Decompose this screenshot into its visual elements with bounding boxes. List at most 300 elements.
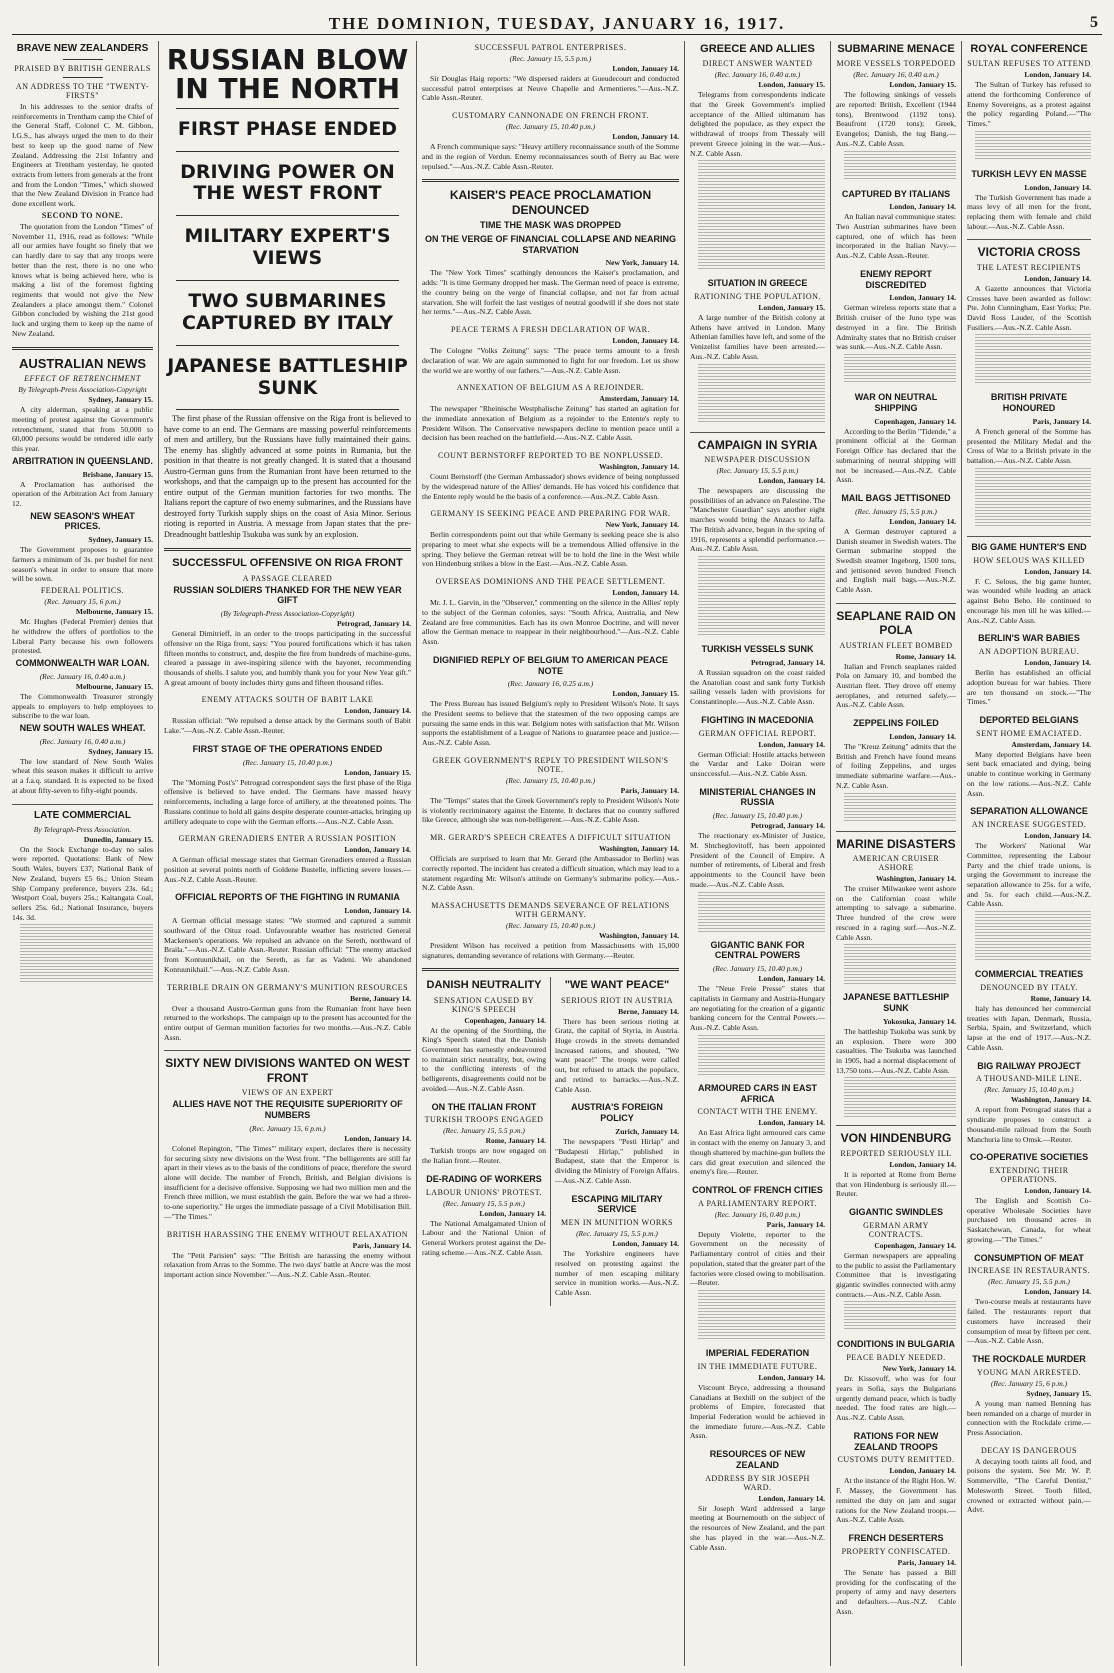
headline: CAPTURED BY ITALIANS [841,188,951,199]
article-body: There has been serious rioting at Gratz, the capital of Styria, in Austria. Huge crowds in the streets demanded increased rations, and shouted, "We want peace!" The troops were called out, but refused to attack the populace, and retired to barracks.—Aus.-N.Z. Cable Assn. [555,1016,679,1094]
subheading: RUSSIAN SOLDIERS THANKED FOR THE NEW YEAR GIFT [173,584,402,606]
wire-source: By Telegraph-Press Association-Copyright [18,385,147,395]
article-body: The Sultan of Turkey has refused to attend the forthcoming Conference of Enemy Sovereigns, as a protest against the policy regarding Poland.—"The Times." [967,80,1091,129]
article-meat-consumption [967,1253,1091,1346]
wire-source: By Telegraph-Press Association. [33,824,132,834]
article-body: A young man named Benning has been remanded on a charge of murder in connection with the Rockdale crime.—Press Association. [967,1398,1091,1437]
article-body: Mr. Hughes (Federal Premier) denies that he withdrew the offers of portfolios to the Liberal Party because his own followers protested. [12,617,153,656]
article-body: The Yorkshire engineers have resolved on protesting against the number of men escaping military service in munition works.—Aus.-N.Z. Cable Assn. [555,1249,679,1297]
columns [12,41,1102,1666]
article-body: Over a thousand Austro-German guns from the Rumanian front have been returned to the workshops. The campaign up to the present has accounted for the entire output of German munition factories for two months.—Aus.-N.Z. Cable Assn. [164,1003,411,1042]
headline: ANNEXATION OF BELGIUM AS A REJOINDER. [456,383,645,393]
dateline: London, January 14. [1024,566,1091,576]
subheading: EXTENDING THEIR OPERATIONS. [989,1166,1069,1185]
dateline: London, January 14. [344,906,411,916]
received: (Rec. January 15, 5.5 p.m.) [716,466,799,475]
dateline: London, January 14. [1024,273,1091,283]
dateline: Sydney, January 15. [88,535,153,545]
headline: TURKISH LEVY EN MASSE [971,168,1087,179]
article-campaign-syria [690,438,825,636]
article-rockdale-murder [967,1354,1091,1438]
headline: GERMAN GRENADIERS ENTER A RUSSIAN POSITION [178,834,397,844]
article-zeppelins [836,718,956,822]
article-gerard [422,833,679,893]
article-escaping-service [555,1194,679,1298]
dateline: Melbourne, January 15. [75,681,153,691]
item-headline: NEW SOUTH WALES WHEAT. [19,722,146,733]
received: (Rec. January 15, 10.40 p.m.) [505,122,596,132]
dateline: Sydney, January 15. [88,746,153,756]
dateline: London, January 15. [612,689,679,699]
article-body: The newspapers "Pesti Hirlap" and "Budapesti Hirlap," published in Budapest, state that the Emperor is dividing the Ministry of Foreign Affairs.—Aus.-N.Z. Cable Assn. [555,1136,679,1185]
received: (Rec. January 15, 5.5 p.m.) [509,54,592,63]
dateline: Paris, January 14. [1032,417,1091,427]
article-body: The Workers' National War Committee, representing the Labour Party and the chief trade unions, is urging the Government to increase the separation allowance to 25s. for a wife, and 5s. for each child.—Aus.-N.Z. Cable Assn. [967,841,1091,909]
article-body: Italy has denounced her commercial treaties with Japan, Denmark, Russia, Serbia, Spain, and Switzerland, which lapse at the end of 1917.—Aus.-N.Z. Cable Assn. [967,1003,1091,1052]
article-body: The Cologne "Volks Zeitung" says: "The peace terms amount to a fresh declaration of war. We are again summoned to fight for our freedom. Let us show the world we are worthy of our fathers."—Aus.-N.Z. Cable Assn. [422,346,679,375]
dateline: Berne, January 14. [350,993,411,1003]
article-seeking-peace [422,509,679,569]
article-we-want-peace [555,979,679,1094]
subheading: ADDRESS BY SIR JOSEPH WARD. [705,1473,810,1492]
article-body: The "Neue Freie Presse" states that capitalists in Germany and Austria-Hungary are negotiating for the creation of a gigantic banking concern for the Central Powers.—Aus.-N.Z. Cable Assn. [690,984,825,1033]
subheading: GERMAN ARMY CONTRACTS. [863,1220,929,1239]
article-body: Deputy Violette, reporter to the Government on the necessity of Parliamentary control of cities and their population, stated that the greater part of the factories were closed owing to mobilisation.—Reuter. [690,1229,825,1288]
headline: FIRST STAGE OF THE OPERATIONS ENDED [192,743,383,754]
headline: THE ROCKDALE MURDER [972,1354,1086,1365]
column-4 [684,41,830,1666]
headline: CONSUMPTION OF MEAT [974,1252,1084,1263]
dateline: Rome, January 14. [485,1136,546,1146]
article-turkish-levy [967,169,1091,232]
subheading: RATIONING THE POPULATION. [694,292,821,302]
headline: WAR ON NEUTRAL SHIPPING [854,392,938,413]
dateline: Washington, January 14. [598,462,679,472]
subheading: AN INCREASE SUGGESTED. [971,820,1087,830]
article-austria-policy [555,1102,679,1185]
article-gigantic-bank [690,940,825,1075]
article-babit-lake [164,695,411,735]
headline: "WE WANT PEACE" [564,979,670,992]
main-headline: RUSSIAN BLOW IN THE NORTH [166,43,409,106]
headline: LATE COMMERCIAL [33,809,132,821]
subheading: VIEWS OF AN EXPERT [241,1088,334,1098]
dateline: New York, January 14. [605,258,679,268]
article-body: At the instance of the Right Hon. W. F. Massey, the Government has remitted the duty on jam and sugar rations for the New Zealand troops.—Aus.-N.Z. Cable Assn. [836,1476,956,1525]
article-german-grenadiers [164,834,411,884]
article-commercial-treaties [967,969,1091,1052]
article-munition-drain [164,983,411,1043]
headline: DEPORTED BELGIANS [979,714,1079,725]
received: (Rec. January 16, 0.40 a.m.) [39,671,126,681]
dateline: Washington, January 14. [598,930,679,940]
headline: RATIONS FOR NEW ZEALAND TROOPS [853,1430,939,1452]
dateline: Dunedin, January 15. [83,834,153,844]
article-derating [422,1174,546,1258]
article-cooperative [967,1152,1091,1244]
article-bernstorff [422,451,679,501]
article-railway-project [967,1061,1091,1145]
subheading: PROPERTY CONFISCATED. [841,1546,951,1556]
headline: GIGANTIC BANK FOR CENTRAL POWERS [710,939,805,961]
article-body: The reactionary ex-Minister of Justice, M. Shtcheglovitoff, has been appointed President of the Council of Empire. A number of retirements, of Liberal and fresh appointments to the Council have been made.—Aus.-N.Z. Cable Assn. [690,831,825,889]
article-royal-conference [967,43,1091,161]
article-body: The battleship Tsukuba was sunk by an explosion. There were 300 casualties. The Tsukuba was launched in 1905, had a normal displacement of 13,750 tons.—Aus.-N.Z. Cable Assn. [836,1026,956,1075]
dateline: London, January 15. [758,80,825,90]
article-patrol [422,43,679,103]
article-summary: The first phase of the Russian offensive on the Riga front is believed to have come to an end. The Germans are massing powerful reinforcements of men and artillery, but the Russians have fully maintained their gains. The enemy has slightly advanced at some points in Rumania, but the position in that theatre is not greatly changed. It is stated that a thousand Austro-German guns from the Rumanian front have been returned to the workshops, and that the campaign up to the present has accounted for the entire output of the German munition factories for two months. The Italians report the capture of two enemy submarines, and the Russians have destroyed forty Turkish supply ships on the coast of Asia Minor. Serious rioting is reported in Austria. A message from Japan states that the pre-Dreadnought battleship Tsukuba was sunk by an explosion. [164,414,411,539]
item-headline: FEDERAL POLITICS. [40,586,125,596]
headline: COMMERCIAL TREATIES [974,969,1084,980]
article-body: Officials are surprised to learn that Mr. Gerard (the Ambassador to Berlin) was correctly reported. The incident has created a difficult situation, which may lead to a statement regarding Mr. Wilson's attitude on Germany's submarine policy.—Aus.-N.Z. Cable Assn. [422,854,679,893]
subheading: TIME THE MASK WAS DROPPED [479,220,621,231]
article-war-babies [967,633,1091,707]
received: (Rec. January 15, 10.40 p.m.) [712,811,803,821]
headline: AUSTRIA'S FOREIGN POLICY [571,1102,663,1124]
article-body: F. C. Selous, the big game hunter, was wounded while leading an attack against Beho Beho. He continued to encourage his men till he was killed.—Aus.-N.Z. Cable Assn. [967,576,1091,625]
headline: MAIL BAGS JETTISONED [841,492,951,503]
subheading: ALLIES HAVE NOT THE REQUISITE SUPERIORITY OF NUMBERS [172,1099,403,1121]
article-body: The low standard of New South Wales wheat this season makes it difficult to arrive at a f.a.q. standard. It is expected to be fixed at about fifty-seven to fifty-eight pounds. [12,756,153,795]
article-australian-news [12,356,153,796]
subheading: TURKISH TROOPS ENGAGED [424,1115,544,1125]
subheading: SERIOUS RIOT IN AUSTRIA [560,995,674,1005]
article-belgium-reply [422,655,679,748]
headline: ENEMY ATTACKS SOUTH OF BABIT LAKE [201,695,374,705]
dateline: Copenhagen, January 14. [874,1240,956,1250]
article-body: An Italian naval communique states: Two Austrian submarines have been captured, one of which has been incorporated in the Italian Navy.—Aus.-N.Z. Cable Assn.-Reuter. [836,212,956,261]
dateline: London, January 14. [758,1372,825,1382]
article-body: The "Morning Post's" Petrograd correspondent says the first phase of the Riga offensive is believed to have ended. The Germans have massed heavy reinforcements, including a large force of artillery, at the threatened points. The Russians continue to hold all gains despite desperate counter-attacks, bringing up artillery adequate to cope with the German efforts.—Aus.-N.Z. Cable Assn. [164,777,411,826]
headline: OFFICIAL REPORTS OF THE FIGHTING IN RUMANIA [175,892,400,903]
article-russian-blow [164,45,411,540]
subheading: SULTAN REFUSES TO ATTEND [967,59,1091,69]
article-body: The following sinkings of vessels are reported: British, Excellent (1944 tons), Brentwood (1192 tons). Beaufront (1720 tons); Greek, Evangelos; Danish, the tug Bang.—Aus.-N.Z. Cable Assn. [836,90,956,148]
article-body: President Wilson has received a petition from Massachusetts with 15,000 signatures, demanding severance of relations with Germany.—Reuter. [422,940,679,960]
headline: KAISER'S PEACE PROCLAMATION DENOUNCED [449,188,652,217]
column-1 [12,41,158,1666]
article-armoured-cars [690,1083,825,1177]
article-separation-allowance [967,806,1091,961]
article-body: The Press Bureau has issued Belgium's reply to President Wilson's Note. It says the President seems to believe that the statesmen of the two opposing camps are pursuing the same ends in this war. Belgium notes with satisfaction that Mr. Wilson supports the establishment of a League of Nations to guarantee peace and justice.—Aus.-N.Z. Cable Assn. [422,699,679,748]
article-body: Colonel Repington, "The Times'" military expert, declares there is necessity for securing sixty new divisions on the West front. "The belligerents are still far apart in their views as to the basis of the conditions of peace, therefore the sword alone will decide. The number of French, British, and Belgian divisions is insufficient for a decisive offensive. Supposing we had two million men and the French three million, we must establish the gain. Before the war we had a three-to-one superiority." He urges the immediate passage of a Civil Mobilisation Bill.—"The Times." [164,1143,411,1221]
dateline: Paris, January 14. [352,1240,411,1250]
dateline: Paris, January 14. [766,1219,825,1229]
dateline: Copenhagen, January 14. [464,1015,546,1025]
dateline: Amsterdam, January 14. [599,394,679,404]
headline: SEAPLANE RAID ON POLA [836,608,956,638]
received: (Rec. January 15, 6 p.m.) [44,597,121,607]
dateline: London, January 14. [889,516,956,526]
received: (Rec. January 16, 0.40 p.m.) [714,1209,801,1219]
headline: MR. GERARD'S SPEECH CREATES A DIFFICULT SITUATION [430,833,671,843]
headline: MINISTERIAL CHANGES IN RUSSIA [699,786,816,808]
article-body: Berlin has established an official adoption bureau for war babies. There are ten thousand on stock.—"The Times." [967,668,1091,707]
article-body: A German official message states: "We stormed and captured a summit southward of the Oituz road. Unfavourable weather has restricted General Mackensen's operations. We repulsed an advance on the Sereth, northward of Braila."—Aus.-N.Z. Cable Assn.-Reuter. Russian official: "The enemy attacked from Kontuunikhail, on the Sereth, as far as Vadeni. We abandoned Kontuunikhail."—Aus.-N.Z. Cable Assn. [164,916,411,974]
headline: ON THE ITALIAN FRONT [431,1101,537,1112]
article-body: The Government proposes to guarantee farmers a minimum of 3s. per bushel for next season's wheat in order to ensure that more will be sown. [12,545,153,584]
subheading: PEACE BADLY NEEDED. [846,1353,946,1363]
headline: ENEMY REPORT DISCREDITED [860,268,932,290]
dateline: London, January 14. [1024,658,1091,668]
dateline: London, January 14. [1024,70,1091,80]
article-body: German wireless reports state that a British cruiser of the Juno type was destroyed in a fire. The British Admiralty states that no British cruiser was sunk.—Aus.-N.Z. Cable Assn. [836,303,956,352]
received: (Rec. January 15, 6 p.m.) [990,1378,1068,1388]
deck-military-expert: MILITARY EXPERT'S VIEWS [184,225,391,270]
dateline: London, January 14. [612,64,679,73]
deck-two-submarines: TWO SUBMARINES CAPTURED BY ITALY [182,290,393,334]
dateline: Amsterdam, January 14. [1011,739,1091,749]
subheading: GERMAN OFFICIAL REPORT. [698,728,817,738]
received: (Rec. January 15, 6 p.m.) [249,1123,326,1133]
subheading: MEN IN MUNITION WORKS [561,1218,673,1228]
subheading: SENT HOME EMACIATED. [976,728,1082,738]
headline: PEACE TERMS A FRESH DECLARATION OF WAR. [450,325,650,335]
article-body: Telegrams from correspondents indicate that the Greek Government's implied acceptance of the Allied ultimatum has delighted the populace, as they expect the withdrawal of troops from Thessaly will prevent Greece joining in the war.—Aus.-N.Z. Cable Assn. [690,90,825,158]
article-body: Count Bernstorff (the German Ambassador) shows evidence of being nonplussed by the widespread nature of the Allies' demands. He has voiced his confidence that the Entente reply would be the basis of a conference.—Aus.-N.Z. Cable Assn. [422,472,679,501]
headline: BERLIN'S WAR BABIES [978,633,1080,644]
dateline: London, January 14. [758,1493,825,1503]
headline: FRENCH DESERTERS [848,1532,944,1543]
subheading: A PASSAGE CLEARED [242,573,333,583]
subheading: MORE VESSELS TORPEDOED [836,59,956,69]
subheading: INCREASE IN RESTAURANTS. [967,1266,1091,1276]
article-macedonia [690,715,825,779]
received: (Rec. January 15, 10.40 p.m.) [505,775,596,785]
headline: SUBMARINE MENACE [837,43,955,55]
dateline: Copenhagen, January 14. [874,416,956,426]
dateline: London, January 14. [344,845,411,855]
article-body: The "Kreuz Zeitung" admits that the British and French have found means of foiling Zeppelins, and urges immediate submarine warfare.—Aus.-N.Z. Cable Assn. [836,741,956,790]
article-cannonade [422,111,679,171]
headline: TERRIBLE DRAIN ON GERMANY'S MUNITION RESOURCES [166,982,409,992]
article-kaiser-peace [422,188,679,317]
dateline: London, January 14. [1024,1287,1091,1297]
headline: RESOURCES OF NEW ZEALAND [709,1449,806,1470]
wire-source: (By Telegraph-Press Association-Copyright) [220,609,355,619]
masthead [12,8,1102,35]
headline: ROYAL CONFERENCE [970,43,1088,55]
received: (Rec. January 15, 10.40 p.m.) [505,920,596,930]
headline: DANISH NEUTRALITY [426,979,542,992]
dateline: London, January 14. [889,731,956,741]
article-body: The newspapers are discussing the possibilities of an advance on Palestine. The "Manchester Guardian" says another eight marches would bring the Anzacs to Jaffa. The British advance, begun in the spring of 1916, represents a splendid performance.—Aus.-N.Z. Cable Assn. [690,486,825,554]
article-body: The "Temps" states that the Greek Government's reply to President Wilson's Note is violently recriminatory against the Entente. It declares that no country suffered like Greece, although she was non-belligerent.—Aus.-N.Z. Cable Assn. [422,795,679,825]
headline: AUSTRALIAN NEWS [18,355,147,371]
article-peace-terms [422,325,679,375]
received: (Rec. January 15, 5.5 p.m.) [443,1198,525,1208]
headline: GREECE AND ALLIES [700,43,815,55]
headline: FIGHTING IN MACEDONIA [701,714,814,725]
headline: BIG GAME HUNTER'S END [971,541,1087,552]
received: (Rec. January 15, 5.5 p.m.) [576,1229,658,1239]
headline: SUCCESSFUL PATROL ENTERPRISES. [474,43,627,52]
article-french-cities [690,1185,825,1340]
dateline: Yokosuka, January 14. [883,1016,956,1026]
dateline: Brisbane, January 15. [82,469,153,479]
headline: BRITISH PRIVATE HONOURED [990,392,1068,414]
received: (Rec. January 16, 0.25 a.m.) [507,679,594,689]
subheading: LABOUR UNIONS' PROTEST. [425,1187,543,1197]
headline: GERMANY IS SEEKING PEACE AND PREPARING FOR WAR. [430,509,671,519]
headline: CUSTOMARY CANNONADE ON FRENCH FRONT. [452,111,649,121]
article-sixty-divisions [164,1056,411,1221]
column-2 [158,41,416,1666]
article-british-private [967,392,1091,527]
headline: VON HINDENBURG [840,1131,952,1146]
dateline: Melbourne, January 15. [75,607,153,617]
article-body: Sir Douglas Haig reports: "We dispersed raiders at Gueudecourt and conducted successful patrol enterprises at Neuve Chapelle and Armentieres."—Aus.-N.Z. Cable Assn.-Reuter. [422,74,679,103]
dateline: New York, January 14. [605,520,679,530]
dateline: London, January 14. [889,202,956,212]
article-body: On the Stock Exchange to-day no sales were reported. Quotations: Bank of New South Wales, buyers £37; National Bank of New Zealand, buyers £5 6s.; Union Steam Ship Company preference, buyers 23s. 6d.; Westport Coal, buyers 25s.; Kaitangata Coal, sellers 25s. 6d.; National Insurance, buyers 14s. 3d. [12,844,153,922]
article-body: A German official message states that German Grenadiers entered a Russian position at several points north of Goldene Bustelle, inflicting severe losses.—Aus.-N.Z. Cable Assn.-Reuter. [164,855,411,884]
dateline: London, January 14. [612,336,679,346]
masthead-title: THE DOMINION, TUESDAY, JANUARY 16, 1917. [328,14,786,33]
article-body: The National Amalgamated Union of Labour and the National Union of General Workers protest against the De-rating scheme.—Aus.-N.Z. Cable Assn. [422,1218,546,1257]
subheading: EFFECT OF RETRENCHMENT [24,374,141,384]
article-body: A French communique says: "Heavy artillery reconnaissance south of the Somme and in the region of Verdun. Enemy reconnaissances south of Berry au Bac were repulsed."—Aus.-N.Z. Cable Assn.-Reuter. [422,142,679,171]
dateline: London, January 14. [612,1239,679,1249]
bottom-right [551,977,679,1305]
article-deported-belgians [967,715,1091,798]
headline: MASSACHUSETTS DEMANDS SEVERANCE OF RELATIONS WITH GERMANY. [431,900,670,919]
received: (Rec. January 15, 5.5 p.m.) [988,1277,1070,1287]
article-body: The Turkish Government has made a mass levy of all men for the front, replacing them with female and child labour.—Aus.-N.Z. Cable Assn. [967,192,1091,231]
advert-body: A decaying tooth taints all food, and poisons the system. See Mr. W. P. Sommerville, "The Careful Dentist," Molesworth Street. Tooth filled, crowned or extracted without pain.—Advt. [967,1456,1091,1515]
dateline: London, January 14. [889,1159,956,1169]
article-marine-disasters [836,837,956,985]
article-greece-allies [690,43,825,270]
item-headline: NEW SEASON'S WHEAT PRICES. [30,510,135,532]
subheading: AN ADDRESS TO THE "TWENTY-FIRSTS" [15,82,150,100]
article-body: A French general of the Somme has presented the Military Medal and the Cross of War to a British private in the battalion.—Aus.-N.Z. Cable Assn. [967,427,1091,466]
received: (Rec. January 15, 10.40 p.m.) [242,757,333,767]
headline: BRAVE NEW ZEALANDERS [16,43,149,54]
article-body: Many deported Belgians have been sent back emaciated and dying, being unable to continue working in Germany on the low rations.—Aus.-N.Z. Cable Assn. [967,749,1091,798]
article-body: Dr. Kissovoff, who was for four years in Sofia, says the Bulgarians urgently demand peace, which is badly needed. The food rates are high.—Aus.-N.Z. Cable Assn. [836,1374,956,1423]
dateline: London, January 14. [758,1118,825,1128]
article-body: Mr. J. L. Garvin, in the "Observer," commenting on the silence in the Allies' reply to the subject of the German colonies, says: "South Africa, Australia, and New Zealand are free communities. Each has its own Monroe Doctrine, and will never allow the German menace to reappear in their neighbourhood."—Aus.-N.Z. Cable Assn. [422,598,679,647]
article-resources-nz [690,1449,825,1552]
received: (Rec. January 15, 10.40 p.m.) [984,1085,1074,1095]
article-body: The newspaper "Rheinische Westphalische Zeitung" has started an agitation for the immediate annexation of Belgium as a rejoinder to the Entente's reply to President Wilson. The Conservative newspapers decline to mention peace until a decision has been reached on the battlefield.—Aus.-N.Z. Cable Assn. [422,404,679,443]
article-body: A Russian squadron on the coast raided the Anatolian coast and sank forty Turkish sailing vessels laden with provisions for Constantinople.—Aus.-N.Z. Cable Assn. [690,667,825,706]
dateline: London, January 14. [344,1133,411,1143]
dateline: London, January 15. [344,767,411,777]
article-body: Turkish troops are now engaged on the Italian front.—Reuter. [422,1146,546,1166]
bottom-split [422,977,679,1305]
article-body: A city alderman, speaking at a public meeting of protest against the Government's retrenchment, stated that from 50,000 to 60,000 persons would be rendered idle early this year. [12,405,153,453]
headline: CO-OPERATIVE SOCIETIES [969,1152,1089,1163]
article-body: An East Africa light armoured cars came in contact with the enemy on January 3, and though shattered by machine-gun bullets the cars did great execution and silenced the enemy's fire.—Reuter. [690,1128,825,1177]
subheading: DIRECT ANSWER WANTED [702,59,813,69]
dateline: Rome, January 14. [1030,993,1091,1003]
headline: TURKISH VESSELS SUNK [701,644,814,655]
dateline: Rome, January 14. [895,651,956,661]
article-body: The "Petit Parisien" says: "The British are harassing the enemy without relaxation from Arras to the Somme. The two days' battle at Ancre was the most important action since November."—Aus.-N.Z. Cable Assn.-Reuter. [164,1250,411,1279]
article-ministerial [690,787,825,932]
dateline: Washington, January 14. [875,873,956,883]
subheading: HOW SELOUS WAS KILLED [973,555,1085,565]
received: (Rec. January 15, 5.5 p.m.) [855,506,937,516]
article-italian-front [422,1102,546,1166]
article-body: The Senate has passed a Bill providing for the confiscating of the property of army and navy deserters and defaulters.—Aus.-N.Z. Cable Assn. [836,1567,956,1616]
dateline: Washington, January 14. [598,844,679,854]
article-body: General Dimitrieff, in an order to the troops participating in the successful offensive on the Riga front, says: "You poured fortifications which it has taken fifteen months to construct, and, despite the fire from hundreds of machine-guns, cleared a passage in awe-inspiring silence with the bayonet, recommending thousands of shells. I salute you, and humbly thank you for your New Year gift." A great amount of booty includes thirty guns and fifteen thousand rifles. [164,629,411,687]
article-captured-italians [836,189,956,261]
subheading: AUSTRIAN FLEET BOMBED [839,640,953,650]
headline: CAMPAIGN IN SYRIA [697,437,818,452]
dateline: London, January 14. [889,1466,956,1476]
article-seaplane-raid [836,609,956,710]
article-big-game-hunter [967,542,1091,625]
dateline: Petrograd, January 14. [336,619,411,629]
headline: SEPARATION ALLOWANCE [970,806,1088,817]
article-body: The "New York Times" scathingly denounces the Kaiser's proclamation, and adds: "It is time Germany dropped her mask. The German need of peace is extreme, the country being on the verge of financial collapse, and not far from actual starvation. She will forfeit the last vestiges of neutral goodwill if she does not state her terms."—Aus.-N.Z. Cable Assn. [422,268,679,317]
article-body: Two-course meals at restaurants have failed. The restaurants report that customers have increased their consumption of meat by fifteen per cent.—Aus.-N.Z. Cable Assn. [967,1297,1091,1346]
subheading: PRAISED BY BRITISH GENERALS [14,64,151,73]
dateline: Paris, January 14. [897,1557,956,1567]
deck-first-phase: FIRST PHASE ENDED [177,117,398,140]
received: (Rec. January 16, 0.40 a.m.) [39,736,126,746]
article-overseas-dominions [422,577,679,647]
headline: DIGNIFIED REPLY OF BELGIUM TO AMERICAN PEACE NOTE [432,654,669,676]
headline: JAPANESE BATTLESHIP SUNK [842,992,950,1014]
article-body: In his addresses to the senior drafts of reinforcements in Trentham camp the Chief of the General Staff, Colonel C. M. Gibbon, I.G.S., has always urged the men to do their best to keep up the good name of New Zealand. Addressing the 21st Infantry and Engineers at Trentham yesterday, he quoted extracts from letters from generals at the front and from the London "Times," which showed that the New Zealand Division in France had done excellent work. [12,102,153,209]
dateline: Sydney, January 15. [88,395,153,405]
headline: VICTORIA CROSS [977,245,1081,260]
article-body: The cruiser Milwaukee went ashore on the Californian coast while attempting to salvage a submarine. Three hundred of the crew were rescued in a raging surf.—Aus.-N.Z. Cable Assn. [836,883,956,942]
dateline: Sydney, January 15. [1026,1388,1091,1398]
subheading: CUSTOMS DUTY REMITTED. [837,1455,955,1465]
article-body: A German destroyer captured a Danish steamer in Swedish waters. The German submarine stopped the Swedish steamer Ingeborg, 1500 tons, and jettisoned seven hundred French and English mail bags.—Aus.-N.Z. Cable Assn. [836,526,956,595]
article-brave-new-zealanders [12,43,153,339]
item-headline: ARBITRATION IN QUEENSLAND. [12,455,153,466]
dateline: London, January 14. [1024,182,1091,192]
headline: BIG RAILWAY PROJECT [977,1060,1081,1071]
article-body: Berlin correspondents point out that while Germany is seeking peace she is also preparing to meet what she expects will be a tremendous Allied offensive in the spring. They believe the German retreat will be to hold the line in the West while von Hindenburg strikes a blow in the East.—Aus.-N.Z. Cable Assn. [422,530,679,569]
article-body: Russian official: "We repulsed a dense attack by the Germans south of Babit Lake."—Aus.-N.Z. Cable Assn.-Reuter. [164,716,411,736]
article-body: Viscount Bryce, addressing a thousand Canadians at Bexhill on the subject of the problems of Empire, forecasted that Imperial Federation would be achieved in the immediate future.—Aus.-N.Z. Cable Assn. [690,1382,825,1441]
article-riga-offensive [164,557,411,687]
article-danish-neutrality [422,979,546,1093]
headline: BRITISH HARASSING THE ENEMY WITHOUT RELAXATION [166,1229,409,1239]
headline: COUNT BERNSTORFF REPORTED TO BE NONPLUSSED. [438,451,663,461]
article-body: German Official: Hostile attacks between the Vardar and Lake Doiran were unsuccessful.—Aus.-N.Z. Cable Assn. [690,749,825,778]
headline: SIXTY NEW DIVISIONS WANTED ON WEST FRONT [165,1056,410,1085]
column-3 [416,41,684,1666]
article-body: At the opening of the Storthing, the King's Speech stated that the Danish Government has earnestly endeavoured to maintain strict neutrality, but, owing to the conflicting interests of the belligerents, disagreements could not be avoided.—Aus.-N.Z. Cable Assn. [422,1025,546,1093]
subheading: SECOND TO NONE. [41,210,124,220]
dateline: London, January 14. [344,706,411,716]
article-situation-greece [690,278,825,423]
headline: MARINE DISASTERS [836,836,956,851]
headline: SITUATION IN GREECE [707,278,808,289]
dateline: New York, January 14. [882,1364,956,1374]
headline: IMPERIAL FEDERATION [705,1348,810,1359]
received: (Rec. January 15, 5.5 p.m.) [443,1126,525,1136]
item-headline: COMMONWEALTH WAR LOAN. [15,658,150,669]
dateline: Berne, January 14. [618,1006,679,1016]
subheading: NEWSPAPER DISCUSSION [704,455,811,464]
article-body: The quotation from the London "Times" of November 11, 1916, read as follows: "While all our armies have fought so finely that we can hardly dare to say that any troops were better than the rest, there is no one who knows what is being achieved here, who is making a list of the foremost fighting regiments that would not give the New Zealanders a place amongst them." Colonel Gibbon concluded by wishing the 21st good luck and urging them to keep up the name of New Zealand. [12,221,153,338]
headline: ESCAPING MILITARY SERVICE [571,1193,663,1215]
article-enemy-report [836,269,956,384]
article-body: The English and Scottish Co-operative Wholesale Societies have purchased ten thousand acres in Saskatchewan, Canada, for wheat growing.—"The Times." [967,1196,1091,1244]
article-british-harassing [164,1230,411,1280]
column-5 [830,41,961,1666]
